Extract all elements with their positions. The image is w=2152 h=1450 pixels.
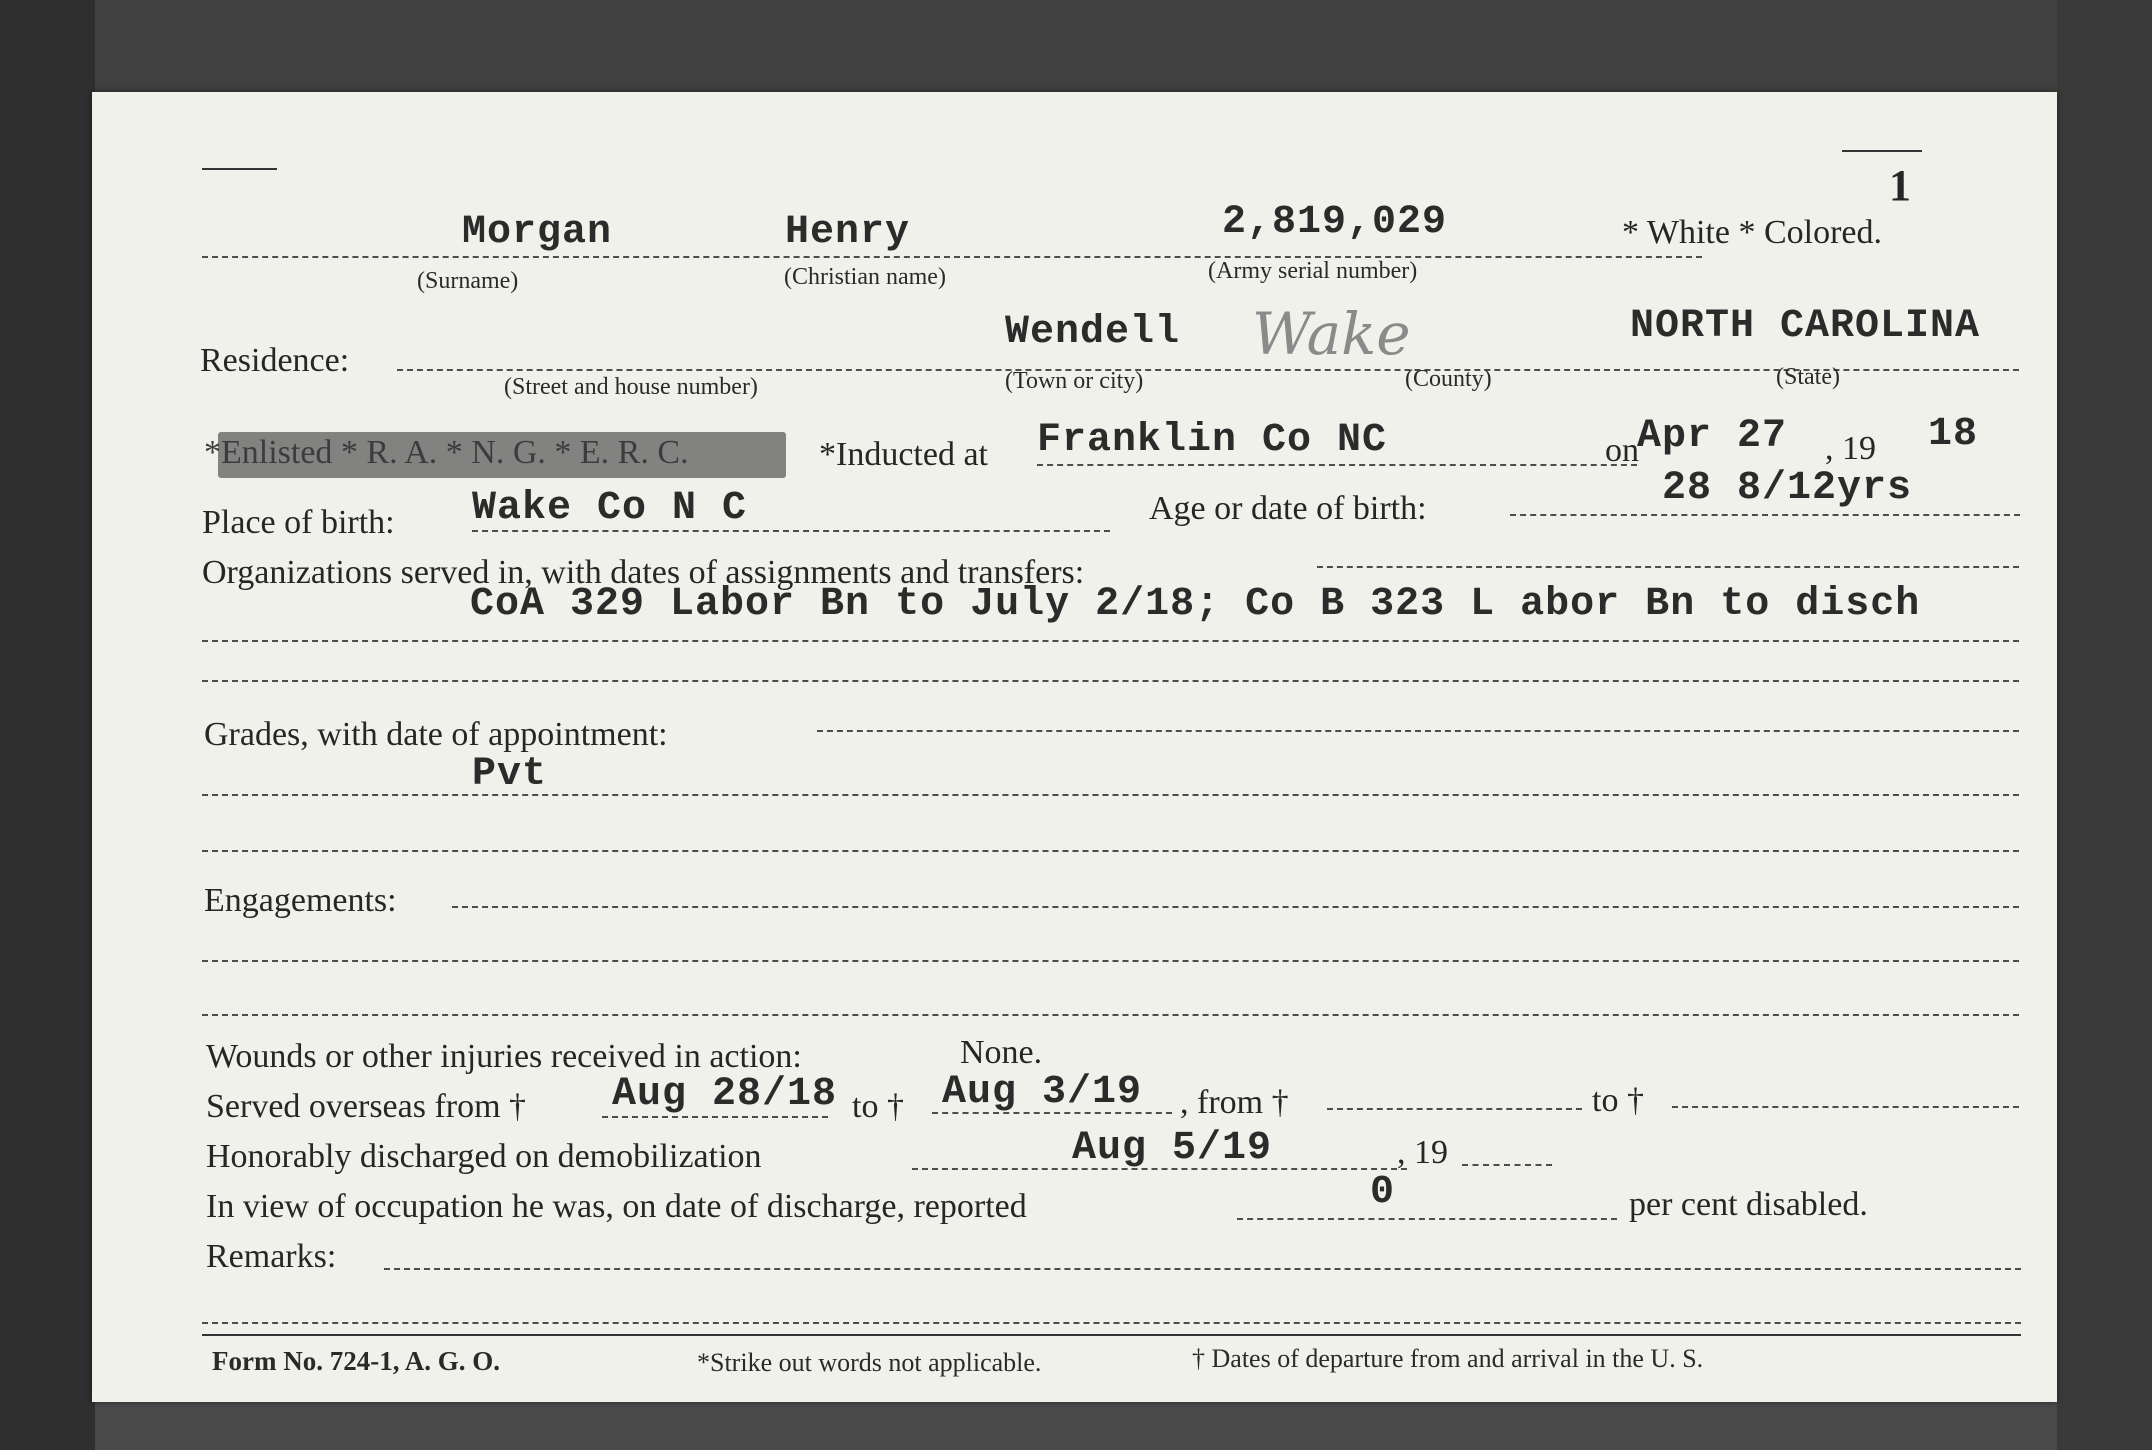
year-prefix: , 19 xyxy=(1825,430,1876,467)
service-record-card xyxy=(92,92,2057,1402)
remarks-line-2 xyxy=(202,1322,2021,1324)
overseas-from-line xyxy=(602,1116,828,1118)
street-caption: (Street and house number) xyxy=(504,374,758,400)
birthplace-value: Wake Co N C xyxy=(472,486,748,531)
engagements-label: Engagements: xyxy=(204,882,397,919)
overseas-from2-label: , from † xyxy=(1180,1084,1289,1121)
discharge-date-value: Aug 5/19 xyxy=(1072,1126,1273,1171)
grades-line-2 xyxy=(202,794,2019,796)
surname-caption: (Surname) xyxy=(417,268,519,294)
organizations-line-1 xyxy=(1317,566,2019,568)
scan-background-right xyxy=(2057,0,2152,1450)
surname-value: Morgan xyxy=(462,210,613,255)
overseas-to2-label: to † xyxy=(1592,1082,1644,1119)
overseas-label: Served overseas from † xyxy=(206,1088,527,1125)
name-line xyxy=(202,256,1702,258)
residence-label: Residence: xyxy=(200,342,350,379)
scan-background-top xyxy=(0,0,2152,95)
grades-label: Grades, with date of appointment: xyxy=(204,716,668,753)
organizations-line-2 xyxy=(202,640,2019,642)
inducted-line xyxy=(1037,464,1637,466)
county-value: Wake xyxy=(1252,300,1411,368)
enlisted-options: *Enlisted * R. A. * N. G. * E. R. C. xyxy=(204,434,689,471)
discharge-year-prefix: , 19 xyxy=(1397,1134,1448,1171)
discharge-line xyxy=(912,1168,1407,1170)
inducted-label: *Inducted at xyxy=(819,436,988,473)
age-line xyxy=(1510,514,2020,516)
birthplace-label: Place of birth: xyxy=(202,504,395,541)
induction-date-value: Apr 27 xyxy=(1637,414,1788,459)
discharge-year-line xyxy=(1462,1164,1552,1166)
disability-line xyxy=(1237,1218,1617,1220)
top-right-rule xyxy=(1842,150,1922,152)
on-label: on xyxy=(1605,432,1639,469)
engagements-line-2 xyxy=(202,960,2019,962)
state-caption: (State) xyxy=(1776,364,1840,390)
overseas-to-value: Aug 3/19 xyxy=(942,1070,1143,1115)
organizations-value: CoA 329 Labor Bn to July 2/18; Co B 323 L abor Bn to disch xyxy=(470,582,1921,627)
organizations-label: Organizations served in, with dates of assignments and transfers: xyxy=(202,554,1085,591)
remarks-label: Remarks: xyxy=(206,1238,337,1275)
grades-line-1 xyxy=(817,730,2019,732)
induction-year-value: 18 xyxy=(1928,412,1979,457)
christian-name-caption: (Christian name) xyxy=(784,264,946,290)
county-caption: (County) xyxy=(1405,366,1492,392)
inducted-at-value: Franklin Co NC xyxy=(1037,418,1388,463)
scan-background-left xyxy=(0,0,95,1450)
grade-value: Pvt xyxy=(472,752,548,797)
wounds-value: None. xyxy=(960,1034,1043,1071)
overseas-from2-line xyxy=(1327,1108,1582,1110)
card-number: 1 xyxy=(1889,161,1911,210)
disability-value: 0 xyxy=(1370,1170,1396,1215)
remarks-line-1 xyxy=(384,1268,2021,1270)
serial-number-value: 2,819,029 xyxy=(1222,200,1448,245)
top-left-rule xyxy=(202,168,277,170)
discharge-label: Honorably discharged on demobilization xyxy=(206,1138,762,1175)
engagements-line-3 xyxy=(202,1014,2019,1016)
disability-label: In view of occupation he was, on date of discharge, reported xyxy=(206,1188,1027,1225)
state-value: NORTH CAROLINA xyxy=(1630,304,1981,349)
footer-strike-note: *Strike out words not applicable. xyxy=(697,1348,1042,1377)
engagements-line-1 xyxy=(452,906,2019,908)
grades-line-3 xyxy=(202,850,2019,852)
town-caption: (Town or city) xyxy=(1005,368,1144,394)
organizations-line-3 xyxy=(202,680,2019,682)
race-options: * White * Colored. xyxy=(1622,214,1882,251)
footer-form-number: Form No. 724-1, A. G. O. xyxy=(212,1346,500,1376)
age-value: 28 8/12yrs xyxy=(1662,466,1913,511)
overseas-to-line xyxy=(932,1112,1172,1114)
town-value: Wendell xyxy=(1005,310,1181,355)
christian-name-value: Henry xyxy=(785,210,911,255)
footer-rule xyxy=(202,1334,2021,1336)
serial-number-caption: (Army serial number) xyxy=(1208,258,1418,284)
wounds-label: Wounds or other injuries received in action: xyxy=(206,1038,802,1075)
overseas-from-value: Aug 28/18 xyxy=(612,1072,838,1117)
footer-dates-note: † Dates of departure from and arrival in the U. S. xyxy=(1192,1344,1704,1373)
overseas-to2-line xyxy=(1672,1106,2019,1108)
age-label: Age or date of birth: xyxy=(1149,490,1427,527)
overseas-to-label: to † xyxy=(852,1088,904,1125)
birthplace-line xyxy=(472,530,1110,532)
disability-suffix: per cent disabled. xyxy=(1629,1186,1868,1223)
